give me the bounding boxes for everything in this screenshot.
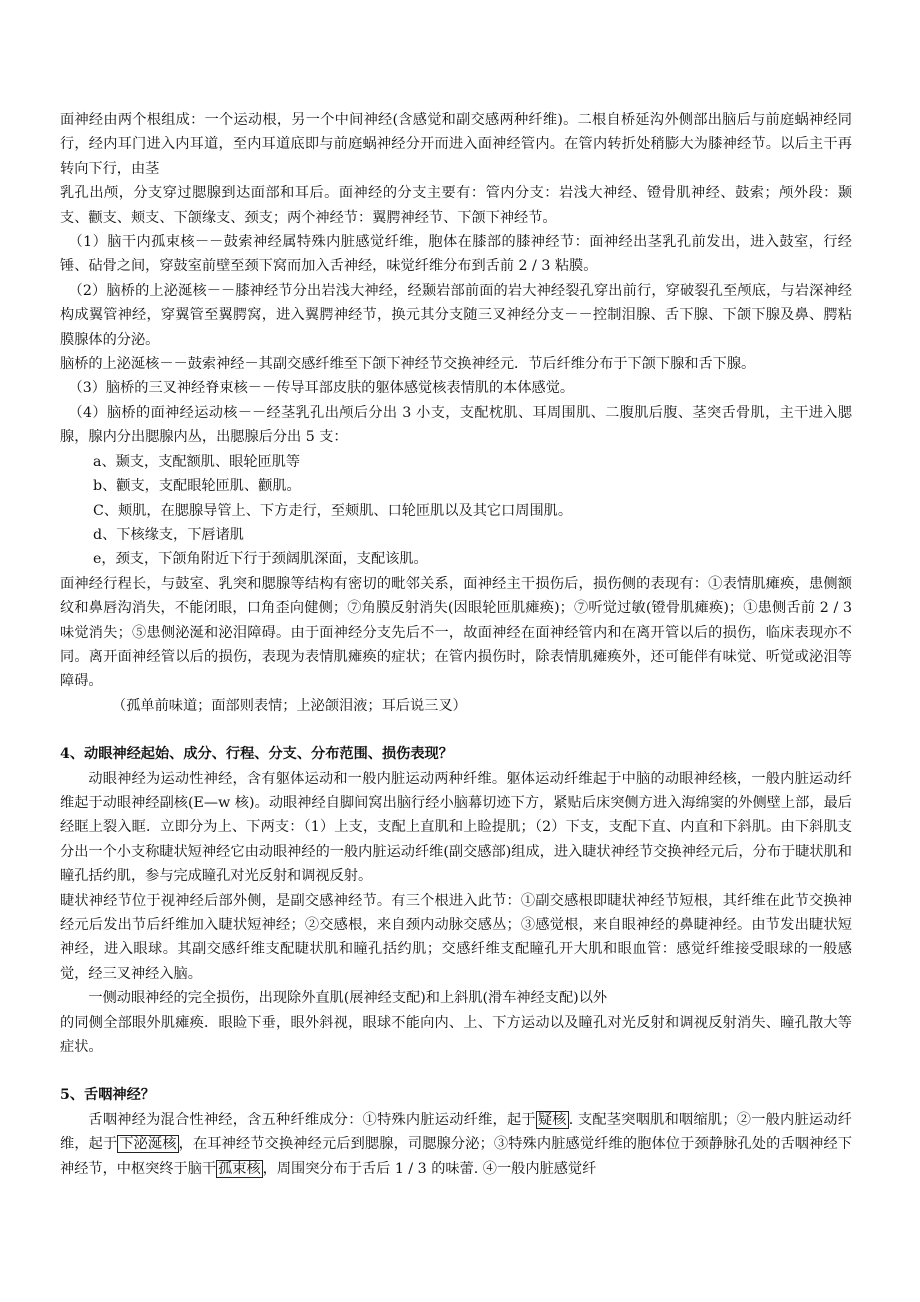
boxed-term-solitary-nucleus: 孤束核	[218, 1160, 261, 1177]
document-page	[60, 108, 852, 1181]
oculomotor-p4: 的同侧全部眼外肌瘫痪．眼睑下垂，眼外斜视，眼球不能向内、上、下方运动以及瞳孔对光反射和调视反射消失、瞳孔散大等症状。	[60, 1014, 852, 1056]
oculomotor-p2: 睫状神经节位于视神经后部外侧，是副交感神经节。有三个根进入此节：①副交感根即睫状神经节短根，其纤维在此节交换神经元后发出节后纤维加入睫状短神经；②交感根，来自颈内动脉交感丛；③感觉根，来自眼神经的鼻睫神经。由节发出睫状短神经，进入眼球。其副交感纤维支配睫状肌和瞳孔括约肌；交感纤维支配瞳孔开大肌和眼血管：感觉纤维接受眼球的一般感觉，经三叉神经入脑。	[60, 892, 852, 982]
facial-item-2b: 脑桥的上泌涎核－－鼓索神经－其副交感纤维至下颌下神经节交换神经元．节后纤维分布于下颌下腺和舌下腺。	[60, 356, 756, 373]
section-4-heading: 4、动眼神经起始、成分、行程、分支、分布范围、损伤表现？	[60, 746, 453, 763]
boxed-term-inferior-salivatory: 下泌涎核	[119, 1136, 177, 1153]
branch-buccal: C、颊肌，在腮腺导管上、下方走行，至颊肌、口轮匝肌以及其它口周围肌。	[93, 502, 573, 519]
glossopharyngeal-p1	[60, 1108, 852, 1181]
facial-injury: 面神经行程长，与鼓室、乳突和腮腺等结构有密切的毗邻关系，面神经主干损伤后，损伤侧的表现有：①表情肌瘫痪，患侧额纹和鼻唇沟消失，不能闭眼，口角歪向健侧；⑦角膜反射消失(因眼轮匝肌瘫痪)；⑦听觉过敏(镫骨肌瘫痪)；①患侧舌前 2 / 3 味觉消失；⑤患侧泌涎和泌泪障碍。由于面神经分支先后不一，故面神经在面神经管内和在离开管以后的损伤，临床表现亦不同。离开面神经管以后的损伤，表现为表情肌瘫痪的症状；在管内损伤时，除表情肌瘫痪外，还可能伴有味觉、听觉或泌泪等障碍。	[60, 575, 852, 690]
facial-item-1: （1）脑干内孤束核－－鼓索神经属特殊内脏感觉纤维，胞体在膝部的膝神经节：面神经出茎乳孔前发出，进入鼓室，行经锤、砧骨之间，穿鼓室前壁至颈下窝而加入舌神经，味觉纤维分布到舌前 2 / 3 粘膜。	[60, 234, 852, 275]
facial-intro: 面神经由两个根组成：一个运动根，另一个中间神经(含感觉和副交感两种纤维)。二根自桥延沟外侧部出脑后与前庭蜗神经同行，经内耳门进入内耳道，至内耳道底即与前庭蜗神经分开而进入面神经管内。在管内转折处稍膨大为膝神经节。以后主干再转向下行，由茎	[60, 112, 852, 177]
gp-text-3: ，在耳神经节交换神经元后到腮腺，司腮腺分泌；③特殊内脏感觉纤维的胞体位于颈静脉孔处的舌咽神经下神经节，中枢突终于脑干	[60, 1136, 852, 1177]
branch-cervical: e，颈支，下颌角附近下行于颈阔肌深面，支配该肌。	[93, 551, 428, 568]
oculomotor-p1: 动眼神经为运动性神经，含有躯体运动和一般内脏运动两种纤维。躯体运动纤维起于中脑的动眼神经核，一般内脏运动纤维起于动眼神经副核(E—w 核)。动眼神经自脚间窝出脑行经小脑幕切迹下方，紧贴后床突侧方进入海绵窦的外侧壁上部，最后经眶上裂入眶．立即分为上、下两支：（1）上支，支配上直肌和上睑提肌；（2）下支，支配下直、内直和下斜肌。由下斜肌支分出一个小支称睫状短神经它由动眼神经的一般内脏运动纤维(副交感部)组成，进入睫状神经节交换神经元后，分布于睫状肌和瞳孔括约肌，参与完成瞳孔对光反射和调视反射。	[60, 770, 852, 885]
facial-item-3: （3）脑桥的三叉神经脊束核－－传导耳部皮肤的躯体感觉核表情肌的本体感觉。	[68, 380, 575, 397]
branch-temporal: a、颞支，支配额肌、眼轮匝肌等	[93, 453, 301, 470]
branch-zygomatic: b、颧支，支配眼轮匝肌、颧肌。	[93, 478, 301, 495]
facial-item-4: （4）脑桥的面神经运动核－－经茎乳孔出颅后分出 3 小支，支配枕肌、耳周围肌、二腹肌后腹、茎突舌骨肌，主干进入腮腺，腺内分出腮腺内丛，出腮腺后分出 5 支：	[60, 404, 852, 446]
section-5-heading: 5、舌咽神经？	[60, 1087, 155, 1104]
facial-intro-cont: 乳孔出颅，分支穿过腮腺到达面部和耳后。面神经的分支主要有：管内分支：岩浅大神经、镫骨肌神经、鼓索；颅外段：颞支、颧支、颊支、下颌缘支、颈支；两个神经节：翼腭神经节、下颌下神经节。	[60, 185, 852, 226]
branch-mandibular: d、下核缘支，下唇诸肌	[93, 526, 244, 543]
boxed-term-nucleus-ambiguus: 疑核	[537, 1111, 567, 1128]
gp-text-2: . 支配茎突咽肌和咽缩肌；②一般内脏运动纤维，起于	[60, 1111, 852, 1153]
gp-text-1: 舌咽神经为混合性神经，含五种纤维成分：①特殊内脏运动纤维，起于	[88, 1111, 536, 1128]
facial-mnemonic: （孤单前味道；面部则表情；上泌颌泪液；耳后说三叉）	[112, 697, 467, 714]
facial-item-2: （2）脑桥的上泌涎核－－膝神经节分出岩浅大神经，经颞岩部前面的岩大神经裂孔穿出前行，穿破裂孔至颅底，与岩深神经构成翼管神经，穿翼管至翼腭窝，进入翼腭神经节，换元其分支随三叉神经分支－－控制泪腺、舌下腺、下颌下腺及鼻、腭粘膜腺体的分泌。	[60, 282, 852, 348]
oculomotor-p3: 一侧动眼神经的完全损伤，出现除外直肌(展神经支配)和上斜肌(滑车神经支配)以外	[88, 990, 608, 1007]
gp-text-4: ，周围突分布于舌后 1 / 3 的味蕾. ④一般内脏感觉纤	[262, 1160, 597, 1177]
